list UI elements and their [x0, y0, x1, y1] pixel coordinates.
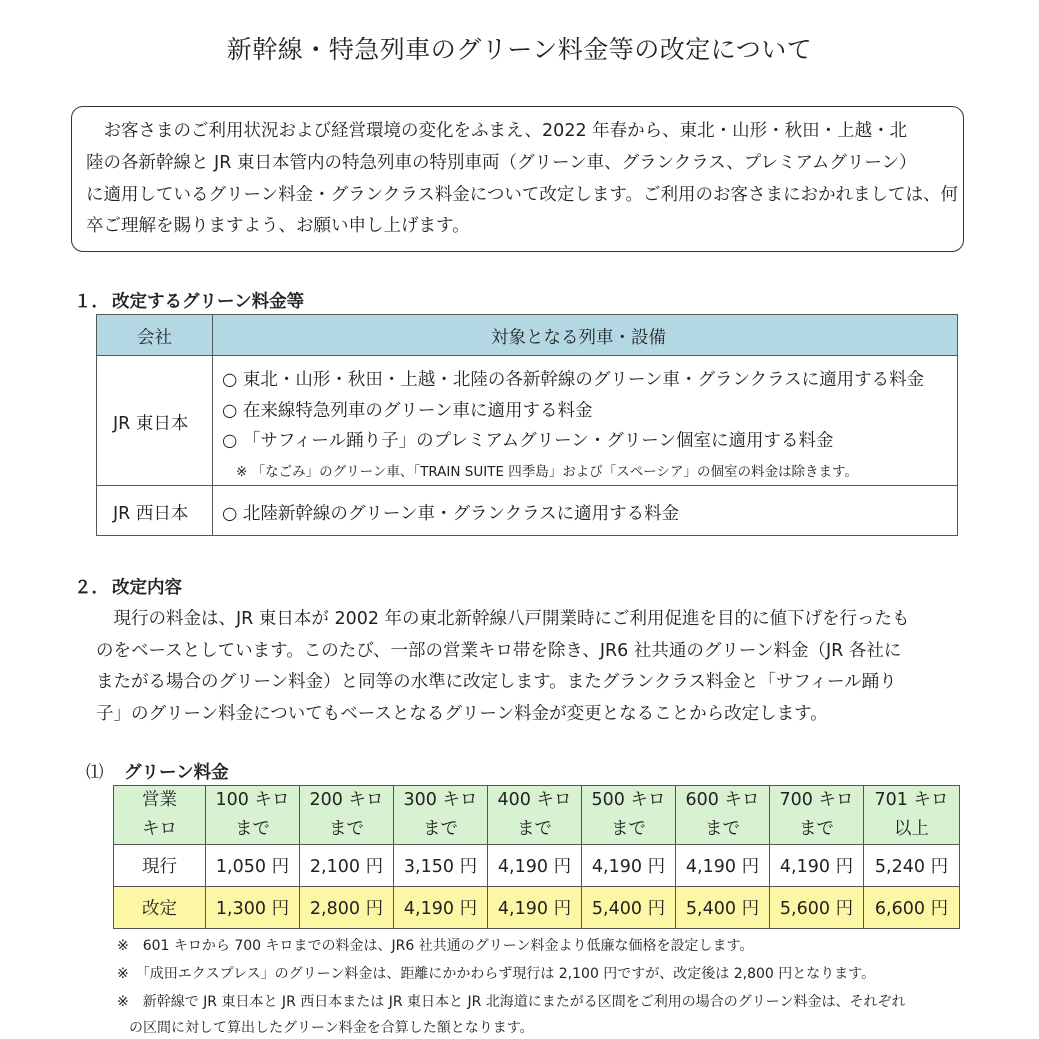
- body-line: またがる場合のグリーン料金）と同等の水準に改定します。またグランクラス料金と「サフィール踊り: [96, 672, 897, 692]
- header-cell: 600 キロ まで: [676, 786, 770, 845]
- fare-current-row: [114, 845, 960, 887]
- fare-header-row: [114, 786, 960, 845]
- intro-box: [71, 106, 964, 252]
- subsection-title: グリーン料金: [124, 763, 229, 783]
- footnote: の区間に対して算出したグリーン料金を合算した額となります。: [129, 1020, 534, 1036]
- fare-cell: 6,600 円: [864, 887, 960, 929]
- intro-line: お客さまのご利用状況および経営環境の変化をふまえ、2022 年春から、東北・山形・秋田・上越・北: [86, 121, 908, 141]
- header-cell: 300 キロ まで: [394, 786, 488, 845]
- target-item: ○ 在来線特急列車のグリーン車に適用する料金: [222, 401, 593, 421]
- header-cell: 400 キロ まで: [488, 786, 582, 845]
- subsection-number: ⑴: [86, 763, 104, 783]
- fare-revised-row: [114, 887, 960, 929]
- section2-title: 改定内容: [112, 578, 182, 598]
- fare-cell: 5,600 円: [770, 887, 864, 929]
- fare-cell: 2,100 円: [300, 845, 394, 887]
- intro-line: に適用しているグリーン料金・グランクラス料金について改定します。ご利用のお客さまにおかれましては、何: [86, 185, 959, 205]
- green-fare-table: [113, 785, 960, 929]
- fare-cell: 4,190 円: [394, 887, 488, 929]
- fare-cell: 4,190 円: [676, 845, 770, 887]
- fare-cell: 5,240 円: [864, 845, 960, 887]
- fare-cell: 4,190 円: [582, 845, 676, 887]
- fare-cell: 1,300 円: [206, 887, 300, 929]
- footnote: ※ 601 キロから 700 キロまでの料金は、JR6 社共通のグリーン料金より低廉な価格を設定します。: [117, 938, 754, 954]
- body-line: 現行の料金は、JR 東日本が 2002 年の東北新幹線八戸開業時にご利用促進を目的に値下げを行ったも: [96, 609, 910, 629]
- company-jr-east: JR 東日本: [113, 414, 189, 434]
- intro-line: 卒ご理解を賜りますよう、お願い申し上げます。: [86, 216, 470, 236]
- section1-number: １．: [74, 292, 109, 312]
- section1-heading: [74, 288, 304, 313]
- fare-cell: 4,190 円: [488, 887, 582, 929]
- page-title: 新幹線・特急列車のグリーン料金等の改定について: [226, 35, 813, 64]
- fare-cell: 4,190 円: [770, 845, 864, 887]
- company-jr-west: JR 西日本: [113, 504, 189, 524]
- target-item: ○ 東北・山形・秋田・上越・北陸の各新幹線のグリーン車・グランクラスに適用する料金: [222, 370, 925, 390]
- subsection-heading: [86, 759, 229, 784]
- section2-number: ２．: [74, 578, 109, 598]
- fare-cell: 5,400 円: [676, 887, 770, 929]
- header-cell: 701 キロ 以上: [864, 786, 960, 845]
- header-cell: 100 キロ まで: [206, 786, 300, 845]
- fare-cell: 5,400 円: [582, 887, 676, 929]
- fare-cell: 4,190 円: [488, 845, 582, 887]
- header-cell: 500 キロ まで: [582, 786, 676, 845]
- col-target: 対象となる列車・設備: [491, 328, 666, 348]
- fare-cell: 3,150 円: [394, 845, 488, 887]
- target-item: ○ 「サフィール踊り子」のプレミアムグリーン・グリーン個室に適用する料金: [222, 431, 834, 451]
- fare-cell: 2,800 円: [300, 887, 394, 929]
- header-cell: 200 キロ まで: [300, 786, 394, 845]
- target-note: ※ 「なごみ」のグリーン車、「TRAIN SUITE 四季島」および「スペーシア」の個室の料金は除きます。: [236, 464, 858, 480]
- target-table: [96, 314, 958, 536]
- footnote: ※ 「成田エクスプレス」のグリーン料金は、距離にかかわらず現行は 2,100 円ですが、改定後は 2,800 円となります。: [117, 966, 876, 982]
- col-company: 会社: [137, 328, 172, 348]
- intro-line: 陸の各新幹線と JR 東日本管内の特急列車の特別車両（グリーン車、グランクラス、プレミアムグリーン）: [86, 153, 917, 173]
- fare-cell: 1,050 円: [206, 845, 300, 887]
- section1-title: 改定するグリーン料金等: [112, 292, 305, 312]
- row-label: 改定: [114, 887, 206, 929]
- header-cell: 営業 キロ: [114, 786, 206, 845]
- header-cell: 700 キロ まで: [770, 786, 864, 845]
- section2-heading: [74, 574, 182, 599]
- footnote: ※ 新幹線で JR 東日本と JR 西日本または JR 東日本と JR 北海道にまたがる区間をご利用の場合のグリーン料金は、それぞれ: [117, 994, 906, 1010]
- body-line: のをベースとしています。このたび、一部の営業キロ帯を除き、JR6 社共通のグリーン料金（JR 各社に: [96, 641, 902, 661]
- target-item: ○ 北陸新幹線のグリーン車・グランクラスに適用する料金: [222, 504, 680, 524]
- row-label: 現行: [114, 845, 206, 887]
- body-line: 子」のグリーン料金についてもベースとなるグリーン料金が変更となることから改定します。: [96, 704, 828, 724]
